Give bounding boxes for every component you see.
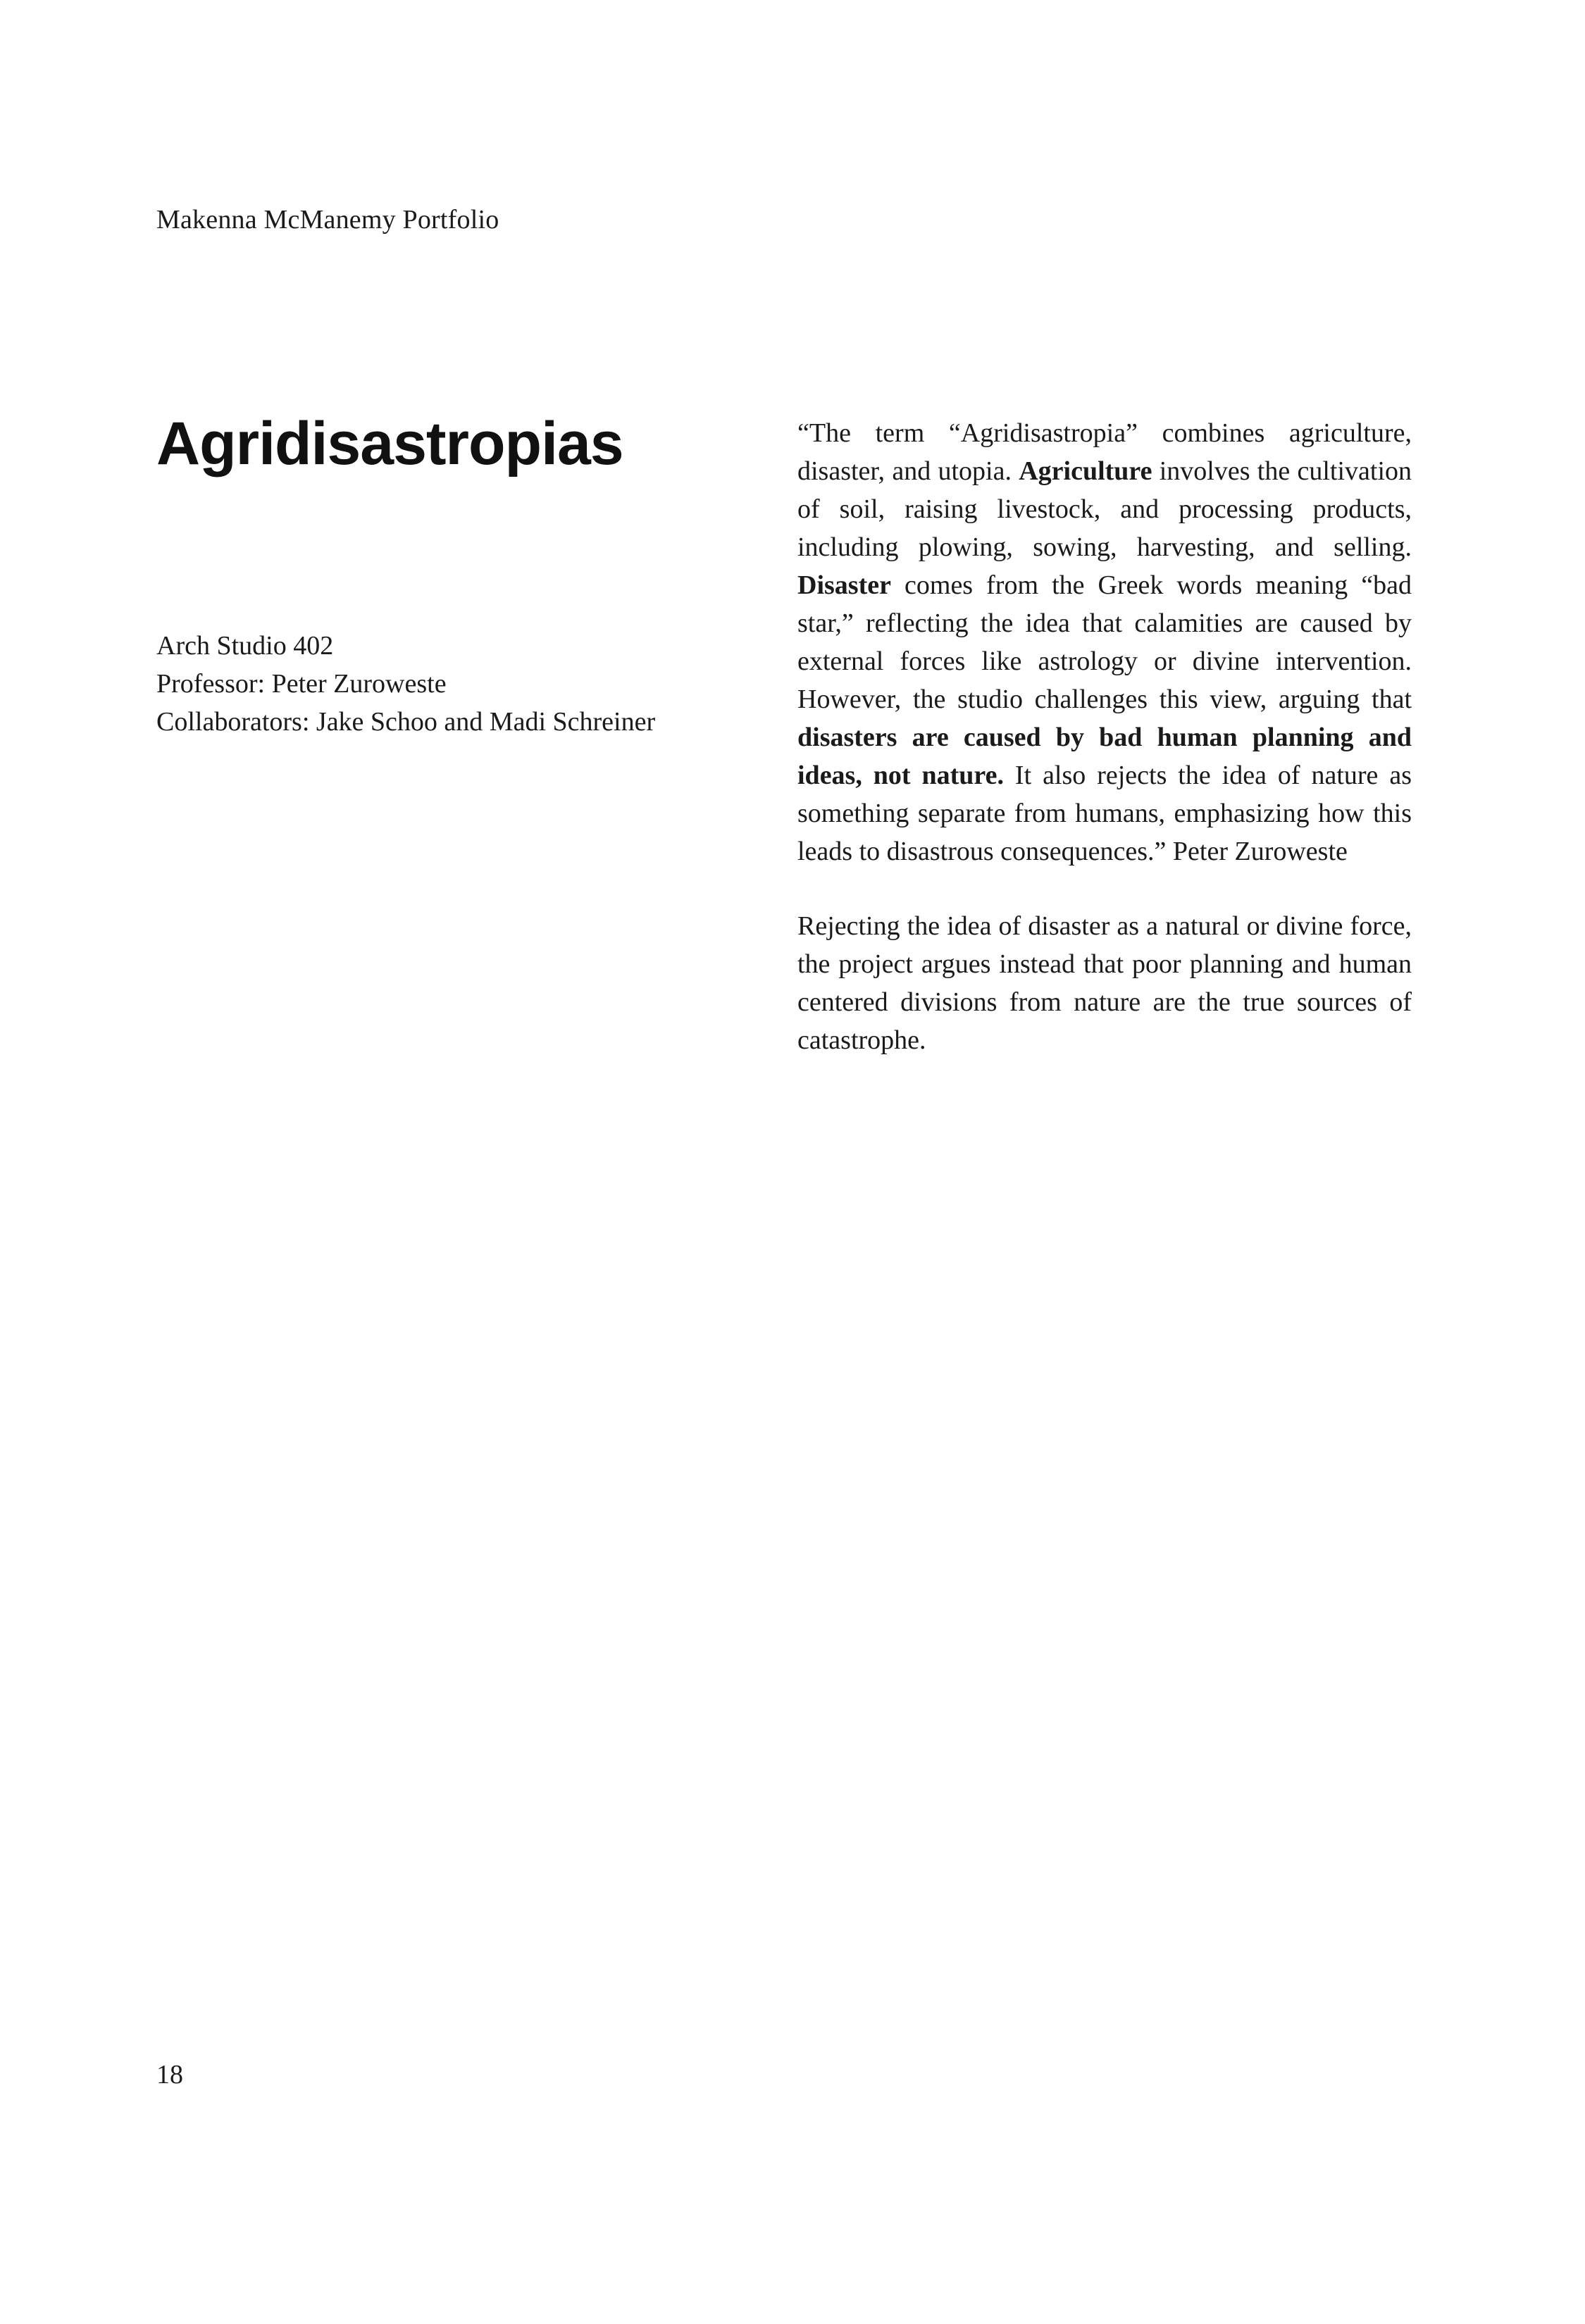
quote-text-2: involves the cultivation of soil, raising livestock, and processing products, including plowing, sowing, harvesting, and selling. [797, 456, 1412, 562]
collaborators-label: Collaborators: Jake Schoo and Madi Schreiner [156, 707, 656, 737]
professor-label: Professor: Peter Zuroweste [156, 669, 447, 699]
quote-bold-disaster: Disaster [797, 570, 891, 600]
quote-text-1: “The term “Agridisastropia” combines agriculture, disaster, and utopia. [797, 418, 1412, 486]
quote-text-4: It also rejects the idea of nature as something separate from humans, emphasizing how this leads to disastrous consequences.” Peter Zuroweste [797, 761, 1412, 866]
course-label: Arch Studio 402 [156, 631, 334, 661]
project-meta [156, 627, 655, 741]
page-number: 18 [156, 2060, 183, 2089]
quote-text-3: comes from the Greek words meaning “bad star,” reflecting the idea that calamities are caused by external forces like astrology or divine intervention. However, the studio challenges this view, arguing that [797, 570, 1412, 714]
running-header: Makenna McManemy Portfolio [156, 205, 499, 235]
quote-bold-agriculture: Agriculture [1019, 456, 1152, 486]
quote-bold-claim: disasters are caused by bad human planning and ideas, not nature. [797, 723, 1412, 790]
quote-paragraph [797, 414, 1412, 870]
project-title: Agridisastropias [156, 410, 623, 477]
body-text [797, 414, 1412, 1059]
body-paragraph-2: Rejecting the idea of disaster as a natural or divine force, the project argues instead that poor planning and human centered divisions from nature are the true sources of catastrophe. [797, 911, 1412, 1055]
